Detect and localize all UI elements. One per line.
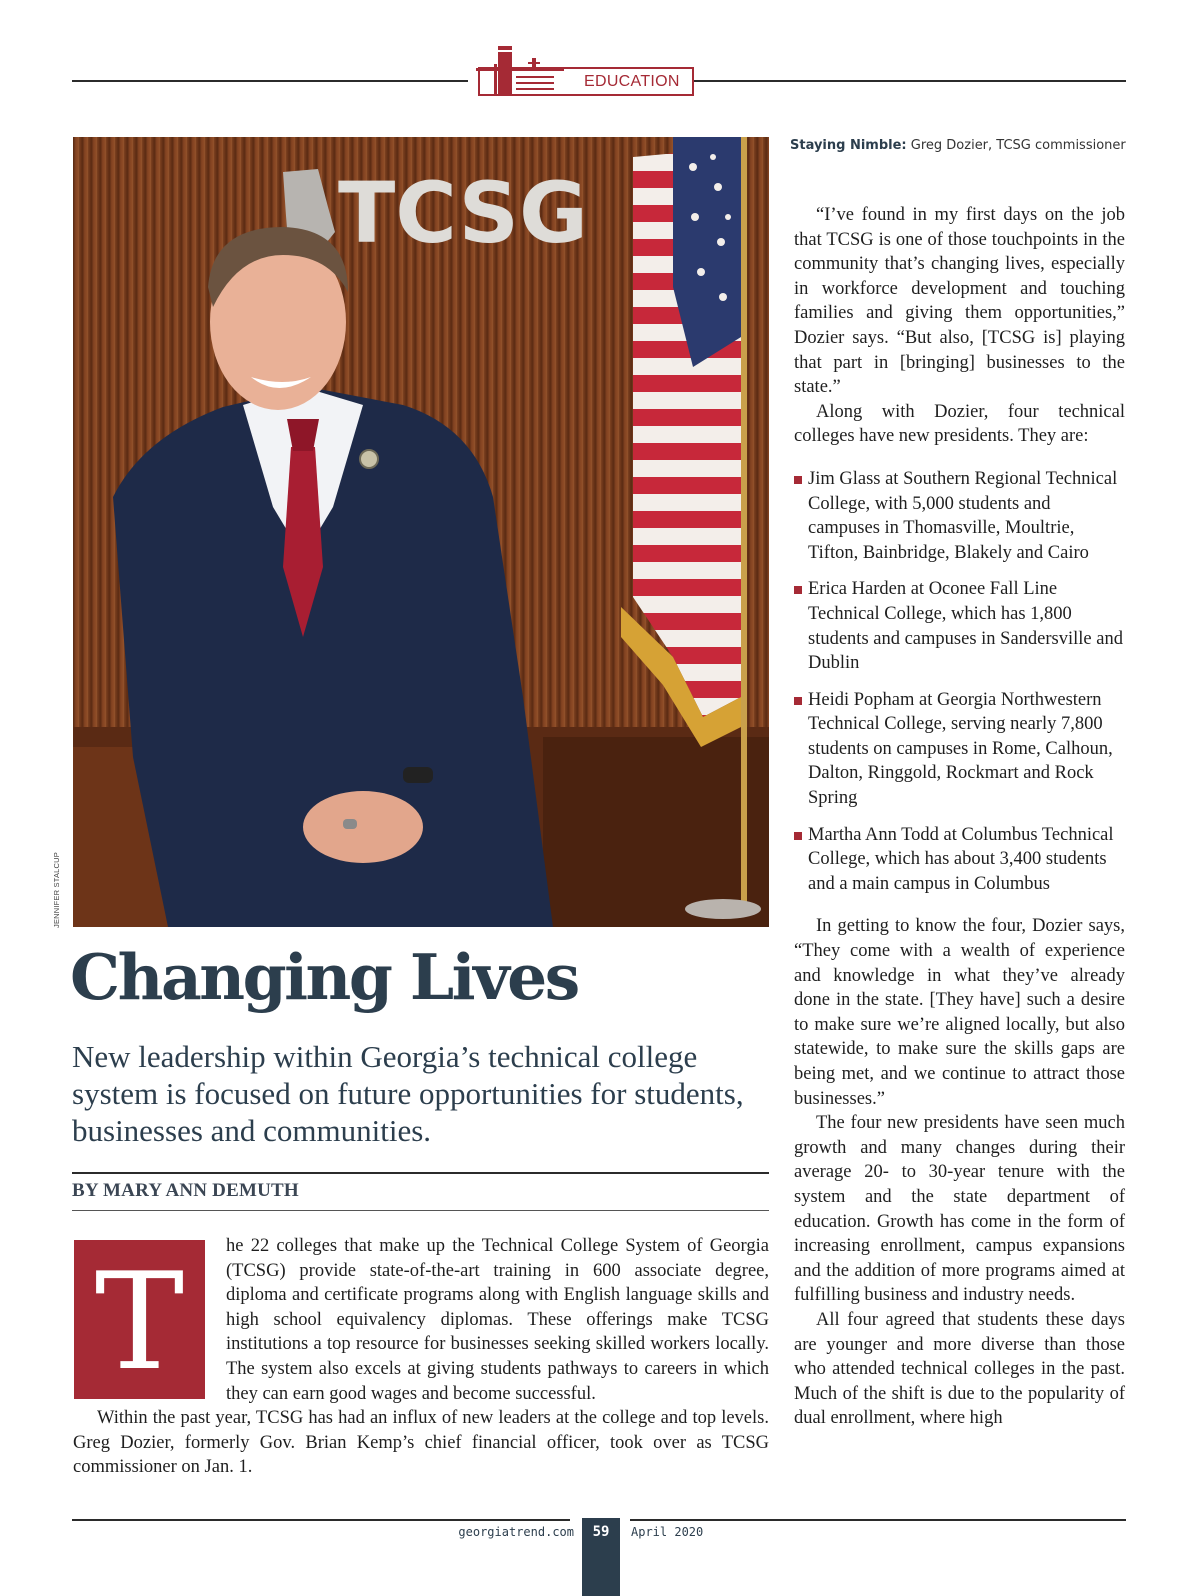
page-number: 59 <box>592 1524 610 1540</box>
section-label: EDUCATION <box>584 73 680 90</box>
list-item: Heidi Popham at Georgia Northwestern Technical College, serving nearly 7,800 students on campuses in Rome, Calhoun, Dalton, Ringgold, Rockmart and Rock Spring <box>794 688 1125 811</box>
drop-cap <box>74 1240 205 1399</box>
body-paragraph: Within the past year, TCSG has had an influx of new leaders at the college and top levels. Greg Dozier, formerly Gov. Brian Kemp’s chief financial officer, took over as TCSG commissioner on Jan. 1. <box>73 1408 769 1478</box>
byline-rule-bottom <box>72 1210 769 1211</box>
body-paragraph: “I’ve found in my first days on the job that TCSG is one of those touchpoints in the community that’s changing lives, especially in workforce development and touching families and giving them opportunities,” Dozier says. “But also, [TCSG is] playing that part in [bringing] businesses to the state.” <box>794 205 1125 398</box>
byline-rule-top <box>72 1172 769 1174</box>
bullet-icon <box>794 476 802 484</box>
list-item: Martha Ann Todd at Columbus Technical College, which has about 3,400 students and a main campus in Columbus <box>794 823 1125 897</box>
bullet-icon <box>794 697 802 705</box>
body-paragraph: Along with Dozier, four technical colleges have new presidents. They are: <box>794 401 1125 447</box>
section-logo-icon <box>476 46 566 98</box>
page-number-tab <box>582 1518 620 1596</box>
footer-site: georgiatrend.com <box>458 1525 574 1539</box>
list-item: Erica Harden at Oconee Fall Line Technical College, which has 1,800 students and campuses in Sandersville and Dublin <box>794 577 1125 675</box>
footer-rule-left <box>72 1519 570 1521</box>
body-paragraph: All four agreed that students these days are younger and more diverse than those who attended technical colleges in the past. Much of the shift is due to the popularity of dual enrollment, where high <box>794 1309 1125 1429</box>
lead-paragraph: he 22 colleges that make up the Technical College System of Georgia (TCSG) provide state-of-the-art training in 600 associate degree, diploma and certificate programs along with English language skills and high school equivalency diplomas. These offerings make TCSG institutions a top resource for businesses seeking skilled workers locally. The system also excels at giving students pathways to careers in which they can earn good wages and become successful. <box>226 1236 769 1404</box>
deck: New leadership within Georgia’s technical college system is focused on future opportunities for students, businesses and communities. <box>72 1039 744 1148</box>
bullet-icon <box>794 832 802 840</box>
right-column <box>794 203 1125 1431</box>
photo-caption <box>790 138 1130 153</box>
body-paragraph: In getting to know the four, Dozier says, “They come with a wealth of experience and knowledge in what they’ve already done in the state. [They have] such a desire to make sure we’re aligned locally, but also statewide, to make sure the skills gaps are being met, and we continue to attract those businesses.” <box>794 916 1125 1109</box>
caption-label: Staying Nimble: <box>790 138 907 153</box>
caption-text: Greg Dozier, TCSG commissioner <box>906 138 1126 153</box>
drop-cap-letter: T <box>94 1244 185 1400</box>
photo-credit: JENNIFER STALCUP <box>52 852 61 928</box>
footer-date: April 2020 <box>631 1525 704 1539</box>
footer-rule-right <box>630 1519 1126 1521</box>
sign-text: TCSG <box>338 164 588 262</box>
body-paragraph: The four new presidents have seen much growth and many changes during their average 20- to 30-year tenure with the system and the state department of education. Growth has come in the form of increasing enrollment, campus expansions and the addition of more programs aimed at fulfilling business and industry needs. <box>794 1113 1125 1306</box>
header-rule-right <box>694 80 1126 82</box>
bullet-icon <box>794 586 802 594</box>
byline: BY MARY ANN DEMUTH <box>72 1180 299 1201</box>
list-item: Jim Glass at Southern Regional Technical College, with 5,000 students and campuses in Thomasville, Moultrie, Tifton, Bainbridge, Blakely and Cairo <box>794 467 1125 565</box>
hero-photo <box>73 137 769 927</box>
presidents-list <box>794 467 1125 897</box>
header-rule-left <box>72 80 468 82</box>
headline: Changing Lives <box>70 940 578 1014</box>
